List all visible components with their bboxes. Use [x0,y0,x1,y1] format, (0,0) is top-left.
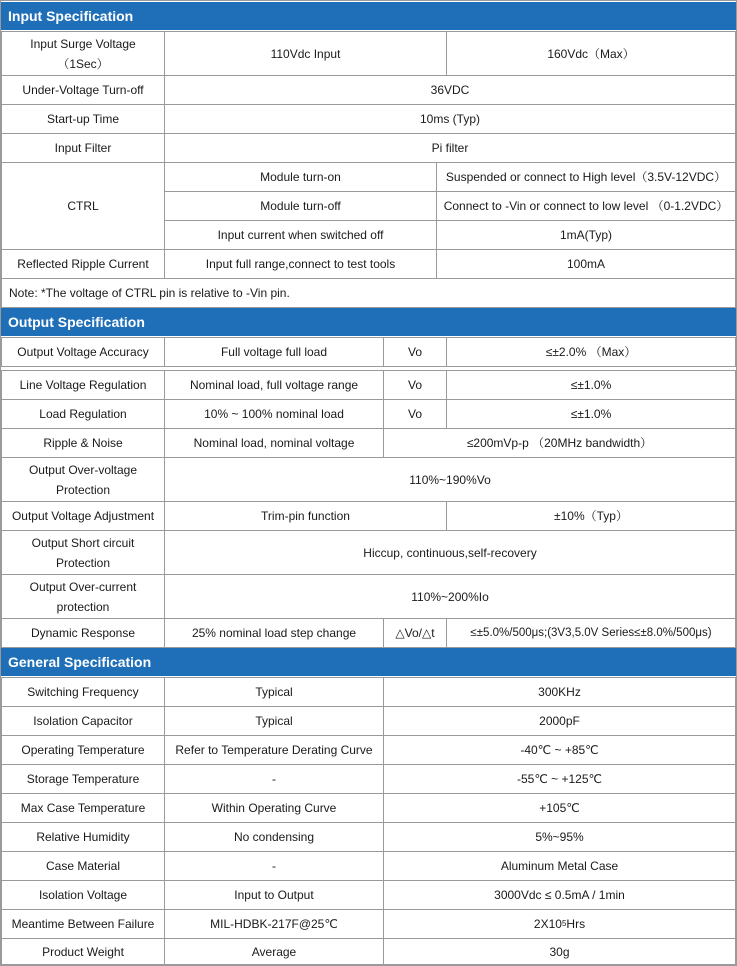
general-row-value: 5%~95% [383,822,736,852]
reflected-ripple-value: 100mA [436,249,736,279]
accuracy-symbol: Vo [383,337,447,367]
general-row-label: Storage Temperature [1,764,165,794]
ctrl-turn-off-cond: Module turn-off [164,191,437,221]
general-row-value: Aluminum Metal Case [383,851,736,881]
general-spec-title: General Specification [8,654,152,670]
adjust-value: ±10%（Typ） [446,501,736,531]
general-row-label: Product Weight [1,938,165,965]
general-row-cond: MIL-HDBK-217F@25℃ [164,909,384,939]
general-row-label: Case Material [1,851,165,881]
accuracy-cond: Full voltage full load [164,337,384,367]
ocp-value: 110%~200%Io [164,574,736,619]
general-row-label: Switching Frequency [1,677,165,707]
ripple-noise-label: Ripple & Noise [1,428,165,458]
ctrl-off-current-cond: Input current when switched off [164,220,437,250]
dynamic-symbol: △Vo/△t [383,618,447,648]
ovp-value: 110%~190%Vo [164,457,736,502]
line-reg-label: Line Voltage Regulation [1,370,165,400]
ripple-noise-cond: Nominal load, nominal voltage [164,428,384,458]
output-spec-title: Output Specification [8,314,145,330]
general-row-cond: Within Operating Curve [164,793,384,823]
uvlo-value: 36VDC [164,75,736,105]
filter-value: Pi filter [164,133,736,163]
general-row-cond: - [164,764,384,794]
general-row-value: 2000pF [383,706,736,736]
load-reg-symbol: Vo [383,399,447,429]
general-row-label: Isolation Voltage [1,880,165,910]
general-row-cond: Typical [164,677,384,707]
ovp-label: Output Over-voltage Protection [1,457,165,502]
load-reg-label: Load Regulation [1,399,165,429]
dynamic-label: Dynamic Response [1,618,165,648]
ctrl-turn-on-value: Suspended or connect to High level（3.5V-12VDC） [436,162,736,192]
general-row-cond: No condensing [164,822,384,852]
startup-label: Start-up Time [1,104,165,134]
dynamic-value: ≤±5.0%/500μs;(3V3,5.0V Series≤±8.0%/500μs) [446,618,736,648]
dynamic-cond: 25% nominal load step change [164,618,384,648]
uvlo-label: Under-Voltage Turn-off [1,75,165,105]
output-spec-header [1,308,736,336]
accuracy-label: Output Voltage Accuracy [1,337,165,367]
input-surge-max: 160Vdc（Max） [446,31,736,76]
general-row-value: -40℃ ~ +85℃ [383,735,736,765]
mtbf-value-base: 2X10 [533,917,562,931]
input-spec-title: Input Specification [8,8,134,24]
general-row-label: Meantime Between Failure [1,909,165,939]
general-row-label: Max Case Temperature [1,793,165,823]
general-row-label: Isolation Capacitor [1,706,165,736]
general-row-cond: Typical [164,706,384,736]
ctrl-label: CTRL [1,162,165,250]
ocp-label: Output Over-current protection [1,574,165,619]
startup-value: 10ms (Typ) [164,104,736,134]
general-row-value: 3000Vdc ≤ 0.5mA / 1min [383,880,736,910]
mtbf-value: 2X10 5 Hrs [383,909,736,939]
general-row-cond: - [164,851,384,881]
general-row-value: 300KHz [383,677,736,707]
line-reg-value: ≤±1.0% [446,370,736,400]
ctrl-turn-on-cond: Module turn-on [164,162,437,192]
general-row-cond: Average [164,938,384,965]
general-row-value: -55℃ ~ +125℃ [383,764,736,794]
load-reg-value: ≤±1.0% [446,399,736,429]
scp-label: Output Short circuit Protection [1,530,165,575]
ctrl-turn-off-value: Connect to -Vin or connect to low level （0-1.2VDC） [436,191,736,221]
general-row-label: Relative Humidity [1,822,165,852]
ripple-noise-value: ≤200mVp-p （20MHz bandwidth） [383,428,736,458]
line-reg-cond: Nominal load, full voltage range [164,370,384,400]
accuracy-value: ≤±2.0% （Max） [446,337,736,367]
general-row-label: Operating Temperature [1,735,165,765]
general-row-value: 30g [383,938,736,965]
ctrl-off-current-value: 1mA(Typ) [436,220,736,250]
line-reg-symbol: Vo [383,370,447,400]
filter-label: Input Filter [1,133,165,163]
general-row-value: +105℃ [383,793,736,823]
adjust-cond: Trim-pin function [164,501,447,531]
mtbf-value-unit: Hrs [566,917,586,931]
general-row-cond: Refer to Temperature Derating Curve [164,735,384,765]
adjust-label: Output Voltage Adjustment [1,501,165,531]
reflected-ripple-label: Reflected Ripple Current [1,249,165,279]
general-row-cond: Input to Output [164,880,384,910]
general-spec-header [1,648,736,676]
scp-value: Hiccup, continuous,self-recovery [164,530,736,575]
reflected-ripple-cond: Input full range,connect to test tools [164,249,437,279]
input-surge-label: Input Surge Voltage （1Sec） [1,31,165,76]
input-surge-cond: 110Vdc Input [164,31,447,76]
load-reg-cond: 10% ~ 100% nominal load [164,399,384,429]
ctrl-note: Note: *The voltage of CTRL pin is relative to -Vin pin. [1,278,736,308]
input-spec-header [1,2,736,30]
